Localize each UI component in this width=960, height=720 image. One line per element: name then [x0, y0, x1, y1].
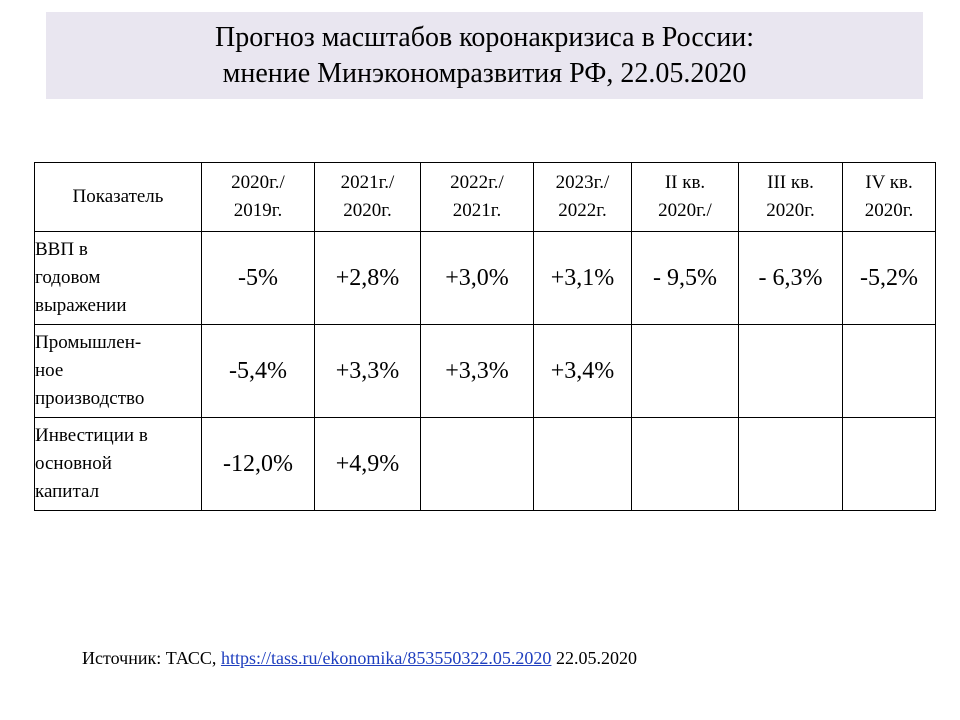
page-title [46, 12, 923, 99]
header-col-line: IV кв. [865, 172, 913, 193]
row-label-line: Промышлен- [35, 332, 142, 353]
row-label-line: выражении [35, 295, 127, 316]
row-label-line: ВВП в [35, 239, 88, 260]
table-cell: -5,4% [202, 325, 315, 418]
header-col-line: 2020г. [864, 200, 914, 221]
header-col-line: 2022г./ [450, 172, 504, 193]
table-cell: +3,4% [534, 325, 632, 418]
row-label-line: капитал [35, 481, 100, 502]
table-cell: +3,3% [421, 325, 534, 418]
row-label-line: основной [35, 453, 112, 474]
title-line-1: Прогноз масштабов коронакризиса в России: [215, 21, 754, 53]
header-col-q2 [632, 163, 739, 232]
header-col-line: 2021г./ [340, 172, 395, 193]
table-cell: +3,1% [534, 232, 632, 325]
table-row-industry [35, 325, 936, 418]
table-cell: -5% [202, 232, 315, 325]
table-cell [843, 325, 936, 418]
table-cell: +4,9% [315, 418, 421, 511]
header-col-q4 [843, 163, 936, 232]
row-label-investment [35, 418, 202, 511]
forecast-table [34, 162, 936, 511]
title-line-2: мнение Минэкономразвития РФ, 22.05.2020 [222, 57, 747, 89]
header-col-line: 2023г./ [555, 172, 610, 193]
header-col-line: 2020г./ [658, 200, 712, 221]
row-label-industry [35, 325, 202, 418]
table-cell: -12,0% [202, 418, 315, 511]
source-prefix: Источник: ТАСС, [82, 648, 217, 668]
header-col-line: 2020г. [343, 200, 392, 221]
table-cell [534, 418, 632, 511]
table-cell: +3,3% [315, 325, 421, 418]
row-label-line: ное [35, 360, 64, 381]
row-label-gdp [35, 232, 202, 325]
header-col-2023 [534, 163, 632, 232]
header-col-line: 2020г./ [231, 172, 285, 193]
header-col-2022 [421, 163, 534, 232]
table-cell: -5,2% [843, 232, 936, 325]
header-col-2021 [315, 163, 421, 232]
header-col-line: II кв. [664, 172, 706, 193]
source-link[interactable]: https://tass.ru/ekonomika/853550322.05.2020 [220, 648, 552, 668]
header-row [35, 163, 936, 232]
table-cell: - 6,3% [739, 232, 843, 325]
table-cell: - 9,5% [632, 232, 739, 325]
table-row-investment [35, 418, 936, 511]
table-cell [632, 418, 739, 511]
header-col-line: 2021г. [452, 200, 502, 221]
row-label-line: производство [35, 388, 145, 409]
header-col-line: 2019г. [233, 200, 283, 221]
row-label-line: годовом [35, 267, 101, 288]
table-cell [843, 418, 936, 511]
table-cell [421, 418, 534, 511]
source-note [82, 648, 637, 669]
header-col-line: III кв. [767, 172, 814, 193]
table-cell [632, 325, 739, 418]
header-col-line: 2020г. [766, 200, 815, 221]
table-row-gdp [35, 232, 936, 325]
header-col-q3 [739, 163, 843, 232]
header-col-2020 [202, 163, 315, 232]
header-col-line: 2022г. [558, 200, 607, 221]
source-date: 22.05.2020 [555, 648, 637, 668]
row-label-line: Инвестиции в [35, 425, 148, 446]
header-indicator: Показатель [35, 163, 202, 232]
table-cell [739, 325, 843, 418]
table-cell: +3,0% [421, 232, 534, 325]
table-cell: +2,8% [315, 232, 421, 325]
table-cell [739, 418, 843, 511]
